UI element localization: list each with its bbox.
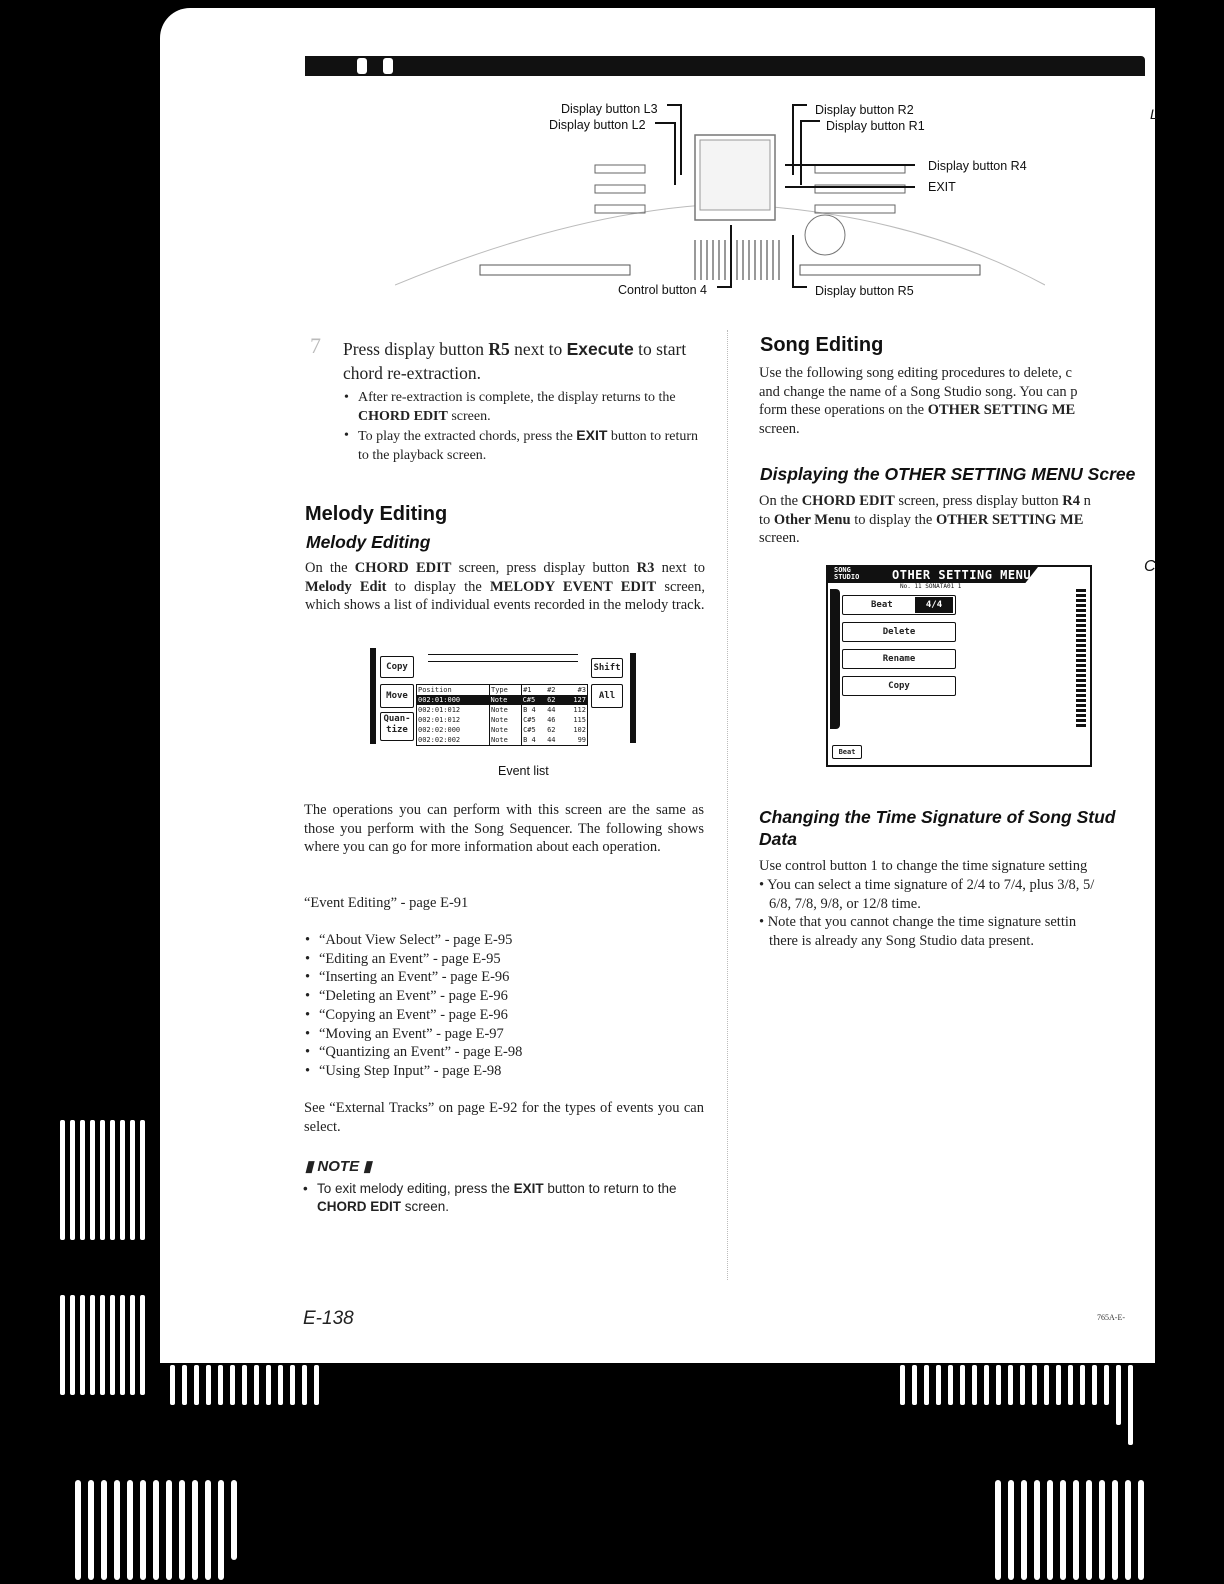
header-bar [305, 56, 1145, 76]
copy-song-button[interactable]: Copy [842, 676, 956, 696]
song-intro: Use the following song editing procedures to delete, c and change the name of a Song Studio song. You can p form these operations on the OTHER SETTING ME screen. [759, 365, 1078, 438]
right-button-rail [1076, 589, 1086, 729]
melody-event-screen [370, 648, 636, 744]
delete-button[interactable]: Delete [842, 622, 956, 642]
other-setting-menu-screen [826, 565, 1092, 767]
list-item: • “Using Step Input” - page E-98 [305, 1062, 705, 1081]
list-item: • “Quantizing an Event” - page E-98 [305, 1043, 705, 1062]
reference-list [305, 931, 705, 1081]
beat-button[interactable]: Beat 4/4 [842, 595, 956, 615]
col-3: #3 [577, 686, 586, 694]
table-row[interactable] [417, 735, 588, 746]
list-item: • “Inserting an Event” - page E-96 [305, 968, 705, 987]
list-item: • “Copying an Event” - page E-96 [305, 1006, 705, 1025]
subheading-melody-editing: Melody Editing [306, 532, 431, 552]
cell: 99 [577, 736, 586, 744]
quantize-button[interactable]: Quan- tize [380, 712, 414, 741]
label-display-l2: Display button L2 [549, 118, 646, 132]
step-number: 7 [310, 333, 321, 358]
list-item: • “Deleting an Event” - page E-96 [305, 987, 705, 1006]
copy-button[interactable]: Copy [380, 656, 414, 678]
list-item: • Note that you cannot change the time signature settin [759, 914, 1077, 931]
other-menu-instructions: On the CHORD EDIT screen, press display button R4 n to Other Menu to display the OTHER SETTING ME screen. [759, 493, 1091, 547]
heading-melody-editing: Melody Editing [305, 503, 448, 525]
beat-softkey[interactable]: Beat [832, 745, 862, 759]
event-list-caption: Event list [498, 764, 549, 778]
col-type: Type [490, 685, 522, 696]
cell: 115 [573, 716, 586, 724]
label-control-4: Control button 4 [618, 283, 707, 297]
beat-value: 4/4 [915, 597, 953, 613]
cell: Note [490, 735, 522, 746]
label-display-r2: Display button R2 [815, 103, 914, 117]
melody-operations-text: The operations you can perform with this screen are the same as those you perform with the Song Sequencer. The following shows where you can go for more information about each operation. [304, 802, 704, 856]
col-position: Position [417, 685, 490, 696]
cell: C#5 [522, 696, 536, 704]
screen-subtitle: No. 11 SONATA01 1 [900, 583, 962, 590]
cell: 002:02:000 [417, 725, 490, 735]
move-button[interactable]: Move [380, 684, 414, 708]
left-button-rail [830, 589, 840, 729]
cell: 002:01:012 [417, 715, 490, 725]
label-display-l3: Display button L3 [561, 102, 658, 116]
shift-button[interactable]: Shift [591, 658, 623, 678]
subheading-other-setting-menu: Displaying the OTHER SETTING MENU Scree [760, 464, 1136, 484]
cell: 002:01:012 [417, 705, 490, 715]
cell: 102 [573, 726, 586, 734]
table-header [417, 685, 588, 696]
cell: 44 [547, 706, 556, 714]
margin-letter-c: C [1144, 558, 1156, 575]
cell: Note [490, 705, 522, 715]
table-row[interactable] [417, 715, 588, 725]
heading-song-editing: Song Editing [760, 334, 884, 356]
cell: 62 [547, 696, 556, 704]
list-item: • To play the extracted chords, press the EXIT button to return to the playback screen. [344, 426, 712, 465]
list-item: • After re-extraction is complete, the display returns to the CHORD EDIT screen. [344, 388, 712, 426]
subheading-time-signature: Changing the Time Signature of Song Stud [759, 807, 1116, 827]
note-title: ▮ NOTE ▮ [305, 1158, 372, 1175]
cell: Note [490, 696, 508, 704]
screen-title: OTHER SETTING MENU [892, 568, 1032, 582]
event-list-table [416, 684, 588, 746]
song-studio-tag: SONG STUDIO [834, 566, 860, 581]
cell: 62 [547, 726, 556, 734]
table-row[interactable] [417, 725, 588, 735]
time-signature-bullets [759, 876, 1151, 951]
list-item: • You can select a time signature of 2/4 to 7/4, plus 3/8, 5/ [759, 877, 1095, 893]
list-item: • “Moving an Event” - page E-97 [305, 1025, 705, 1044]
page-number: E-138 [303, 1308, 354, 1329]
list-item: • “About View Select” - page E-95 [305, 931, 705, 950]
cell: C#5 [523, 726, 536, 734]
cell: C#5 [523, 716, 536, 724]
melody-intro: On the CHORD EDIT screen, press display button R3 next to Melody Edit to display the MELODY EVENT EDIT screen, which shows a list of individual events recorded in the melody track. [305, 560, 705, 614]
cell: 112 [573, 706, 586, 714]
list-item: • To exit melody editing, press the EXIT button to return to the CHORD EDIT screen. [303, 1180, 703, 1215]
all-button[interactable]: All [591, 684, 623, 708]
time-signature-text: Use control button 1 to change the time signature setting [759, 858, 1088, 874]
margin-letter-l: L [1150, 106, 1158, 122]
rename-button[interactable]: Rename [842, 649, 956, 669]
doc-code: 765A-E- [1097, 1313, 1125, 1322]
list-item: there is already any Song Studio data present. [769, 933, 1034, 950]
label-display-r4: Display button R4 [928, 159, 1027, 173]
col-2: #2 [547, 686, 556, 694]
label-display-r1: Display button R1 [826, 119, 925, 133]
subheading-time-signature-2: Data [759, 829, 797, 849]
list-item: • “Editing an Event” - page E-95 [305, 950, 705, 969]
scan-artifacts [0, 1100, 1224, 1584]
cell: B 4 [523, 736, 536, 744]
step-instruction: Press display button R5 next to Execute to start chord re-extraction. [343, 339, 687, 383]
label-exit: EXIT [928, 180, 956, 194]
cell: Note [490, 725, 522, 735]
label-display-r5: Display button R5 [815, 284, 914, 298]
event-editing-ref: “Event Editing” - page E-91 [304, 895, 469, 911]
table-row[interactable] [417, 695, 588, 705]
external-tracks-text: See “External Tracks” on page E-92 for the types of events you can select. [304, 1100, 704, 1135]
cell: B 4 [523, 706, 536, 714]
keyboard-illustration [395, 95, 1045, 310]
cell: 44 [547, 736, 556, 744]
cell: 46 [547, 716, 556, 724]
cell: 002:02:002 [417, 735, 490, 746]
list-item: 6/8, 7/8, 9/8, or 12/8 time. [769, 895, 921, 912]
cell: Note [490, 715, 522, 725]
col-1: #1 [523, 686, 532, 694]
cell: 127 [573, 696, 586, 704]
cell: 002:01:000 [418, 696, 461, 704]
step-bullets [344, 388, 712, 465]
table-row[interactable] [417, 705, 588, 715]
